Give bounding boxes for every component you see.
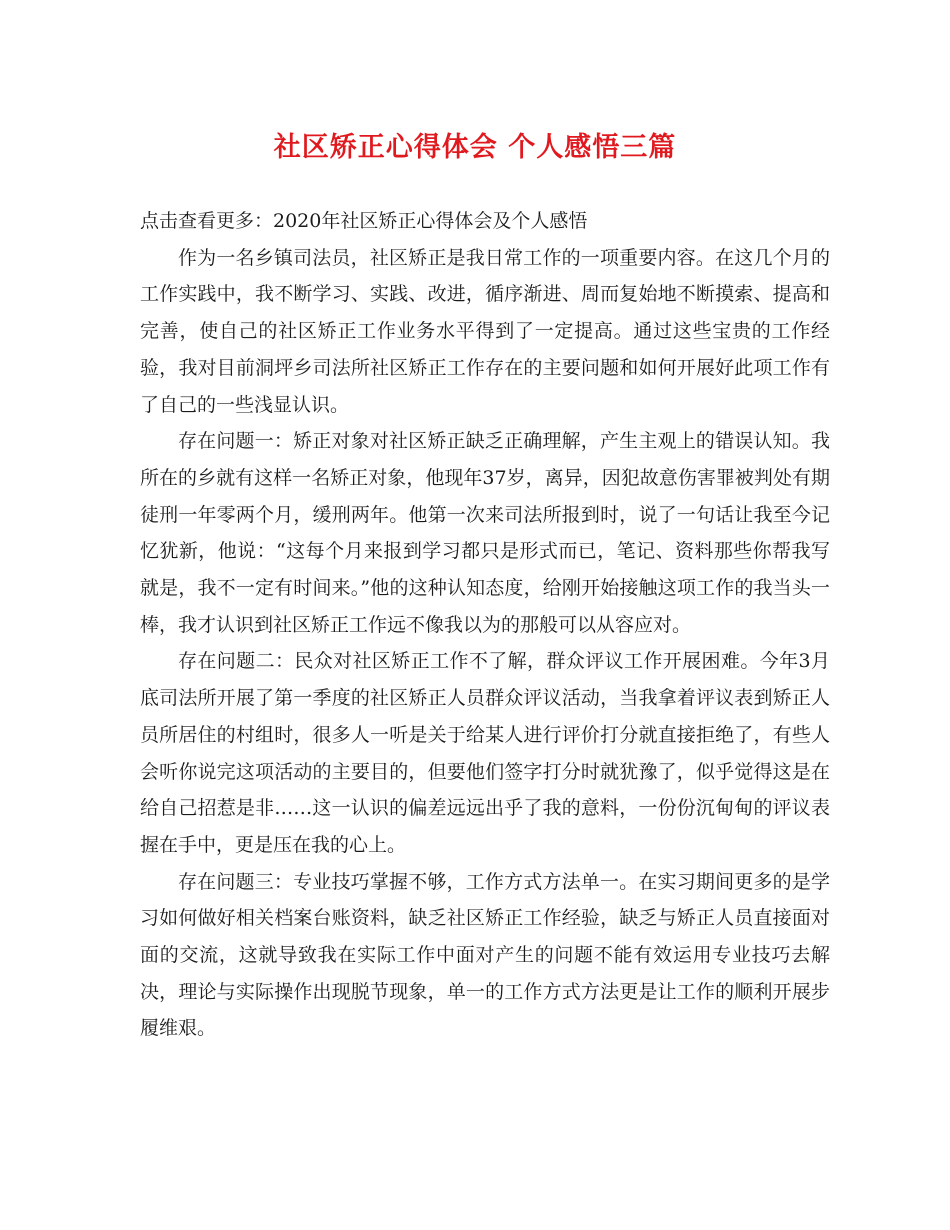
- paragraph-intro: 作为一名乡镇司法员，社区矫正是我日常工作的一项重要内容。在这几个月的工作实践中，我不断学习、实践、改进，循序渐进、周而复始地不断摸索、提高和完善，使自己的社区矫正工作业务水平得到了一定提高。通过这些宝贵的工作经验，我对目前洞坪乡司法所社区矫正工作存在的主要问题和如何开展好此项工作有了自己的一些浅显认识。: [140, 246, 830, 416]
- more-link[interactable]: 点击查看更多：2020年社区矫正心得体会及个人感悟: [140, 210, 588, 232]
- paragraph-problem-two: 存在问题二：民众对社区矫正工作不了解，群众评议工作开展困难。今年3月底司法所开展了第一季度的社区矫正人员群众评议活动，当我拿着评议表到矫正人员所居住的村组时，很多人一听是关于给某人进行评价打分就直接拒绝了，有些人会听你说完这项活动的主要目的，但要他们签字打分时就犹豫了，似乎觉得这是在给自己招惹是非……这一认识的偏差远远出乎了我的意料，一份份沉甸甸的评议表握在手中，更是压在我的心上。: [140, 650, 830, 856]
- paragraph-problem-three: 存在问题三：专业技巧掌握不够，工作方式方法单一。在实习期间更多的是学习如何做好相关档案台账资料，缺乏社区矫正工作经验，缺乏与矫正人员直接面对面的交流，这就导致我在实际工作中面对产生的问题不能有效运用专业技巧去解决，理论与实际操作出现脱节现象，单一的工作方式方法更是让工作的顺利开展步履维艰。: [140, 870, 830, 1040]
- document-body: [140, 203, 830, 1047]
- paragraph-problem-one: 存在问题一：矫正对象对社区矫正缺乏正确理解，产生主观上的错误认知。我所在的乡就有这样一名矫正对象，他现年37岁，离异，因犯故意伤害罪被判处有期徒刑一年零两个月，缓刑两年。他第一次来司法所报到时，说了一句话让我至今记忆犹新，他说：“这每个月来报到学习都只是形式而已，笔记、资料那些你帮我写就是，我不一定有时间来。”他的这种认知态度，给刚开始接触这项工作的我当头一棒，我才认识到社区矫正工作远不像我以为的那般可以从容应对。: [140, 430, 830, 636]
- document-title: 社区矫正心得体会 个人感悟三篇: [273, 132, 677, 163]
